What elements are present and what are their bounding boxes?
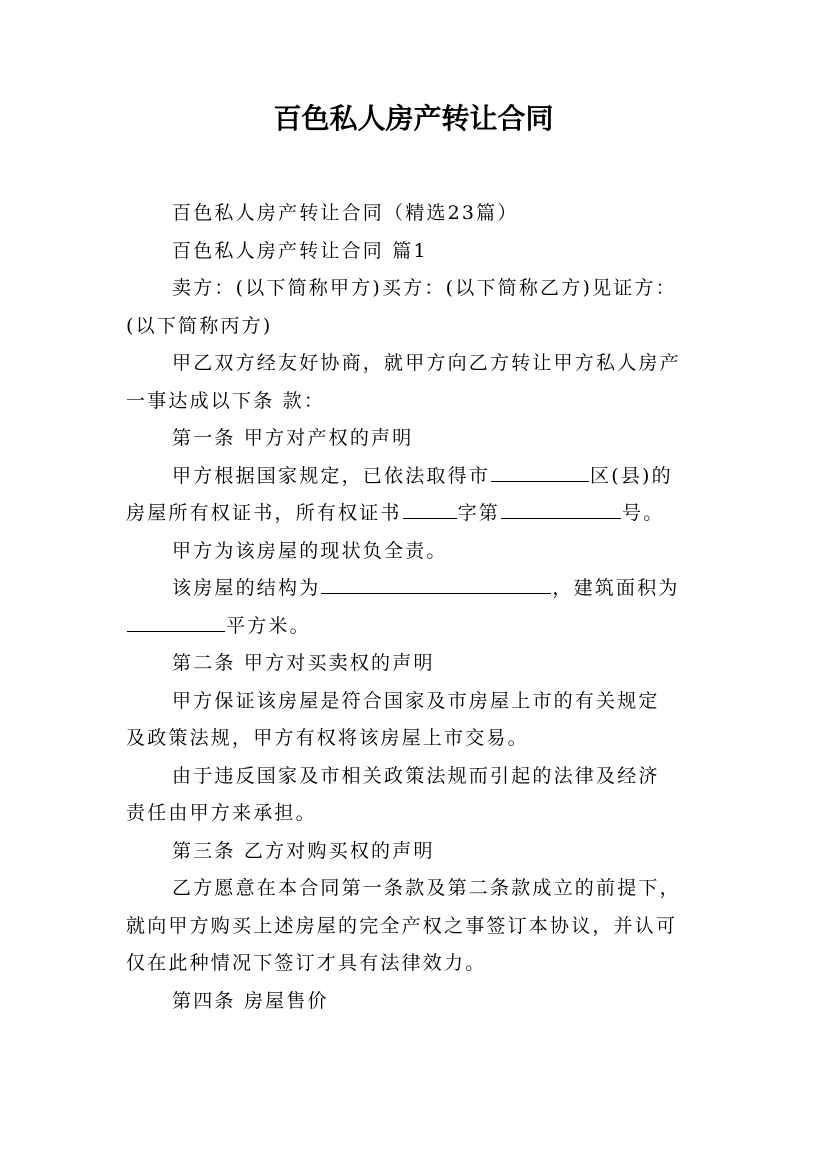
- paragraph-intro-cont: [126, 383, 706, 421]
- document-body: [126, 195, 706, 1020]
- text-fragment: 甲方根据国家规定，已依法取得市: [172, 464, 491, 487]
- paragraph-article-1-c: [126, 570, 706, 608]
- article-3-heading: 第三条 乙方对购买权的声明: [172, 839, 435, 862]
- paragraph-parties-cont: [126, 308, 706, 346]
- paragraph-subtitle: 百色私人房产转让合同（精选23篇）: [172, 202, 519, 224]
- paragraph-section-heading: 百色私人房产转让合同 篇1: [172, 239, 428, 262]
- text-fragment: 号。: [622, 502, 665, 524]
- text-line: 甲乙双方经友好协商，就甲方向乙方转让甲方私人房产: [172, 352, 681, 374]
- text-fragment: 区(县)的: [590, 464, 673, 487]
- text-line: 责任由甲方来承担。: [126, 802, 317, 824]
- paragraph-article-1-c-cont: [126, 608, 706, 646]
- paragraph-article-2-a-cont: [126, 720, 706, 758]
- paragraph-article-1-a-cont: [126, 495, 706, 533]
- text-line: (以下简称丙方): [126, 314, 273, 337]
- text-fragment: 字第: [457, 502, 501, 524]
- blank-certificate-word-field[interactable]: [403, 498, 457, 519]
- paragraph-article-3: [126, 870, 706, 908]
- text-fragment: 平方米。: [226, 614, 311, 637]
- text-line: 由于违反国家及市相关政策法规而引起的法律及经济: [172, 764, 660, 787]
- text-line: 一事达成以下条 款：: [126, 389, 326, 412]
- text-fragment: 房屋所有权证书，所有权证书: [126, 502, 402, 524]
- paragraph-article-3-cont: [126, 908, 706, 946]
- paragraph-parties: [126, 270, 706, 308]
- text-fragment: ，建筑面积为: [552, 577, 680, 599]
- paragraph-article-1-a: [126, 458, 706, 496]
- text-line: 仅在此种情况下签订才具有法律效力。: [126, 952, 487, 974]
- text-line: 乙方愿意在本合同第一条款及第二条款成立的前提下，: [172, 877, 681, 899]
- document-title: 百色私人房产转让合同: [273, 102, 554, 135]
- paragraph-intro: [126, 345, 706, 383]
- article-1-heading: 第一条 甲方对产权的声明: [172, 427, 414, 449]
- paragraph-article-2-b: [126, 758, 706, 796]
- article-4-heading: 第四条 房屋售价: [172, 989, 329, 1012]
- blank-city-field[interactable]: [491, 461, 589, 482]
- text-line: 及政策法规，甲方有权将该房屋上市交易。: [126, 727, 529, 749]
- paragraph-article-2-a: [126, 683, 706, 721]
- text-line: 卖方：(以下简称甲方)买方：(以下简称乙方)见证方：: [172, 277, 677, 299]
- paragraph-article-2-b-cont: [126, 795, 706, 833]
- text-line: 就向甲方购买上述房屋的完全产权之事签订本协议，并认可: [126, 914, 678, 937]
- paragraph-article-1-b: 甲方为该房屋的现状负全责。: [172, 539, 448, 562]
- paragraph-article-3-cont-2: [126, 945, 706, 983]
- blank-area-field[interactable]: [127, 611, 225, 632]
- text-line: 甲方保证该房屋是符合国家及市房屋上市的有关规定: [172, 689, 660, 712]
- blank-structure-field[interactable]: [321, 573, 551, 594]
- text-fragment: 该房屋的结构为: [172, 577, 321, 599]
- blank-certificate-number-field[interactable]: [501, 498, 621, 519]
- article-2-heading: 第二条 甲方对买卖权的声明: [172, 652, 435, 674]
